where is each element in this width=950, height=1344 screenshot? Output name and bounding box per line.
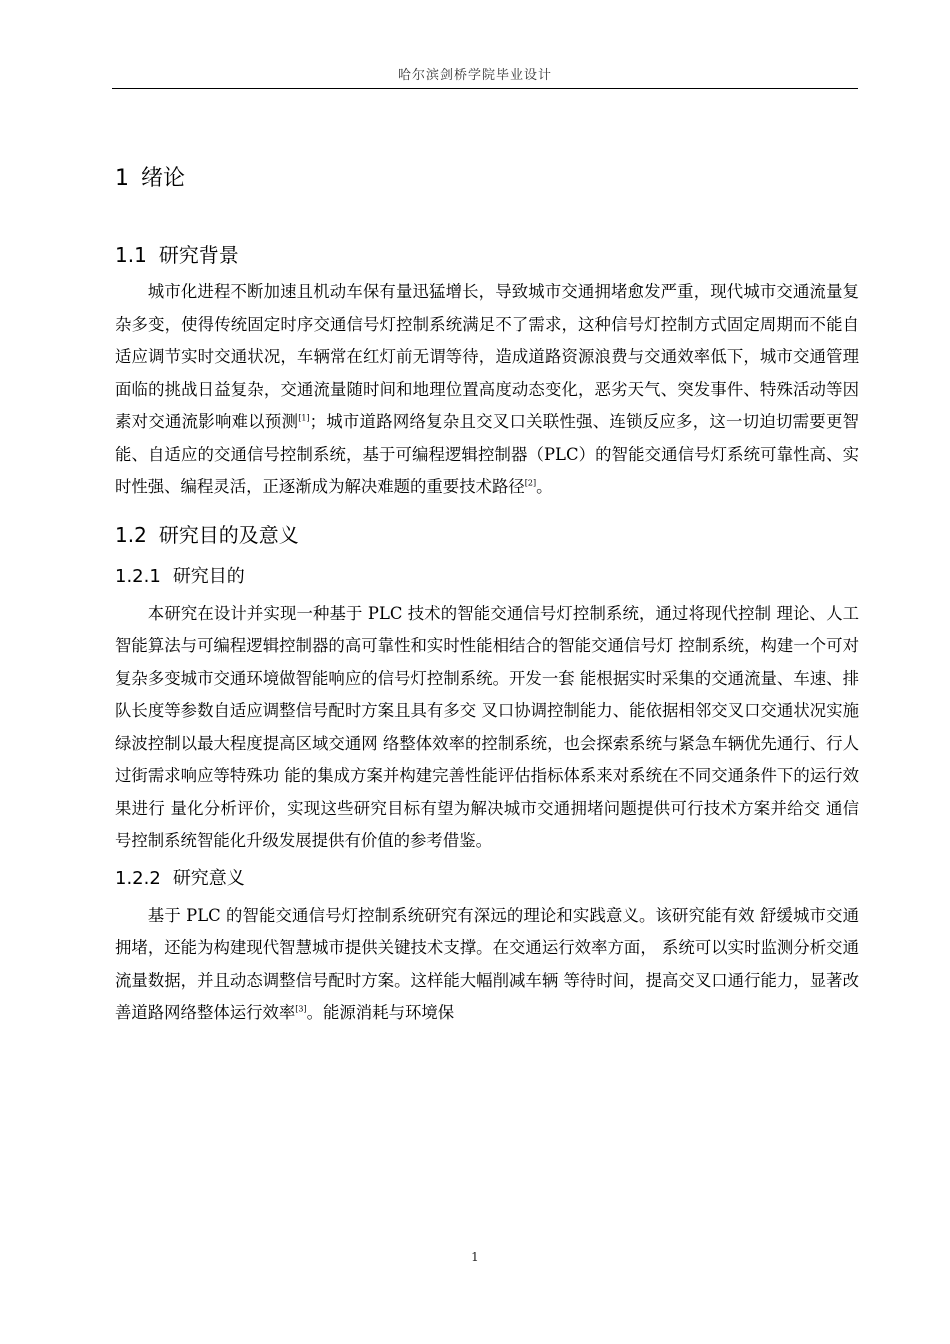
header-divider	[112, 88, 858, 89]
paragraph-text: 基于 PLC 的智能交通信号灯控制系统研究有深远的理论和实践意义。该研究能有效 舒缓城市交通拥堵，还能为构建现代智慧城市提供关键技术支撑。在交通运行效率方面， 系统可以实时监测分析交通流量数据，并且动态调整信号配时方案。这样能大幅削减车辆 等待时间，提高交叉口通行能力，显著改善道路网络整体运行效率	[115, 905, 859, 1022]
chapter-title: 绪论	[141, 166, 186, 191]
section-title: 研究背景	[158, 243, 239, 267]
page-header-title: 哈尔滨剑桥学院毕业设计	[397, 68, 552, 83]
subsection-number: 1.2.2	[115, 867, 161, 889]
section-number: 1.1	[115, 243, 147, 267]
citation-ref: [3]	[295, 1004, 307, 1014]
section-heading-1-1	[115, 236, 859, 274]
citation-ref: [1]	[298, 413, 310, 423]
paragraph-text: ；城市道路网络复杂且交叉口关联性强、连锁反应多，这一切迫切需要更智能、自适应的交通信号控制系统，基于可编程逻辑控制器（PLC）的智能交通信号灯系统可靠性高、实时性强、编程灵活，正逐渐成为解决难题的重要技术路径	[115, 412, 860, 496]
subsection-heading-1-2-2	[115, 862, 859, 896]
chapter-heading	[115, 158, 859, 200]
subsection-title: 研究意义	[172, 867, 245, 889]
paragraph-text: 。	[536, 477, 553, 496]
paragraph-research-background	[115, 276, 859, 504]
section-number: 1.2	[115, 522, 147, 547]
page-number: 1	[471, 1250, 479, 1264]
section-heading-1-2	[115, 516, 859, 554]
citation-ref: [2]	[524, 478, 537, 488]
paragraph-research-purpose	[115, 598, 859, 858]
page-content	[115, 158, 859, 1030]
subsection-title: 研究目的	[172, 565, 245, 587]
subsection-heading-1-2-1	[115, 560, 859, 594]
paragraph-research-significance	[115, 900, 859, 1030]
paragraph-text: 城市化进程不断加速且机动车保有量迅猛增长，导致城市交通拥堵愈发严重，现代城市交通流量复杂多变，使得传统固定时序交通信号灯控制系统满足不了需求，这种信号灯控制方式固定周期而不能自适应调节实时交通状况，车辆常在红灯前无谓等待，造成道路资源浪费与交通效率低下，城市交通管理面临的挑战日益复杂，交通流量随时间和地理位置高度动态变化，恶劣天气、突发事件、特殊活动等因素对交通流影响难以预测	[115, 282, 859, 431]
section-title: 研究目的及意义	[158, 522, 299, 547]
subsection-number: 1.2.1	[115, 565, 161, 587]
paragraph-text: 。能源消耗与环境保	[306, 1003, 455, 1022]
chapter-number: 1	[115, 166, 129, 191]
paragraph-text: 本研究在设计并实现一种基于 PLC 技术的智能交通信号灯控制系统，通过将现代控制 理论、人工智能算法与可编程逻辑控制器的高可靠性和实时性能相结合的智能交通信号灯 控制系统，构建一个可对复杂多变城市交通环境做智能响应的信号灯控制系统。开发一套 能根据实时采集的交通流量、车速、排队长度等参数自适应调整信号配时方案且具有多交 叉口协调控制能力、能依据相邻交叉口交通状况实施绿波控制以最大程度提高区域交通网 络整体效率的控制系统，也会探索系统与紧急车辆优先通行、行人过街需求响应等特殊功 能的集成方案并构建完善性能评估指标体系来对系统在不同交通条件下的运行效果进行 量化分析评价，实现这些研究目标有望为解决城市交通拥堵问题提供可行技术方案并给交 通信号控制系统智能化升级发展提供有价值的参考借鉴。	[115, 603, 859, 850]
